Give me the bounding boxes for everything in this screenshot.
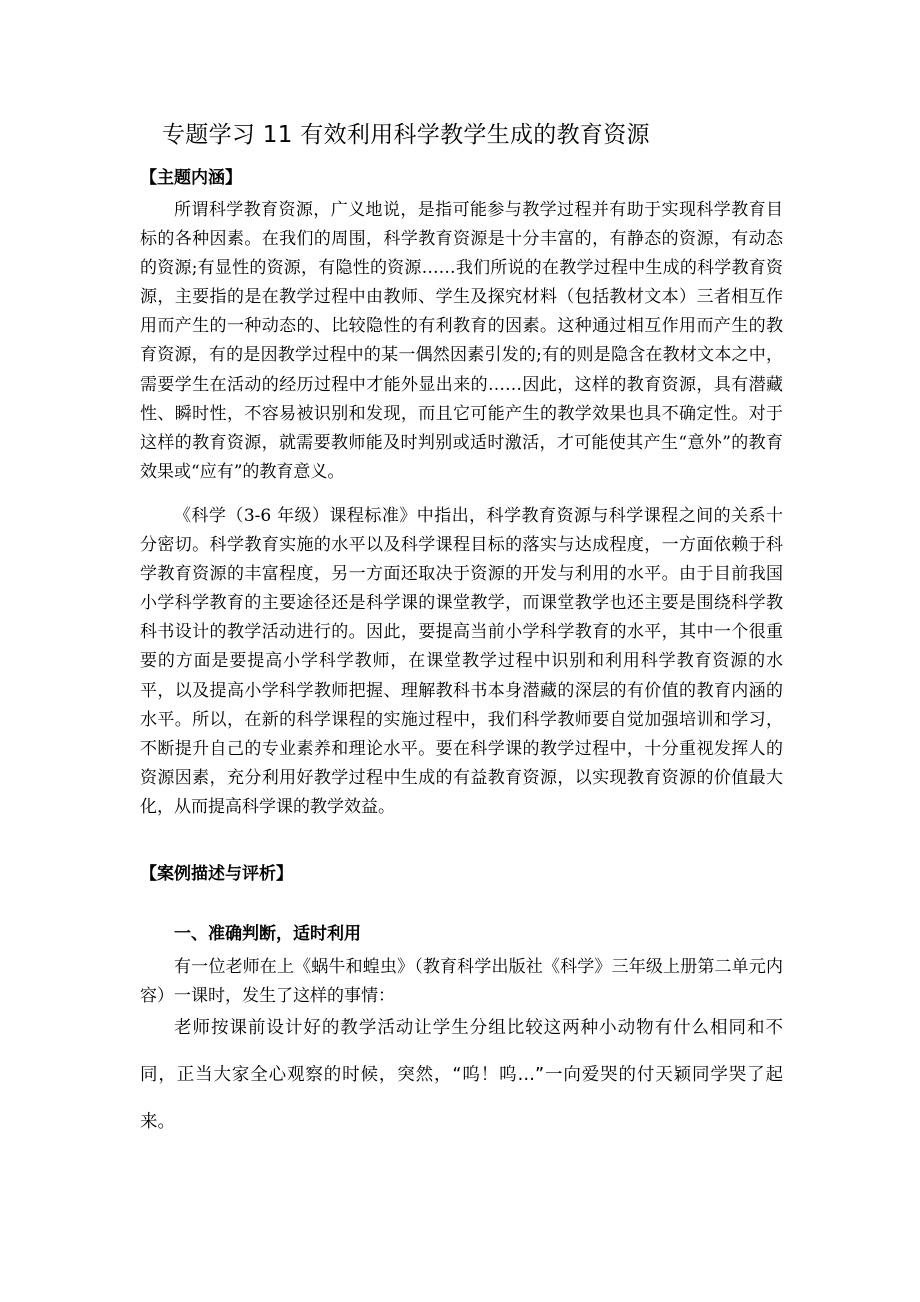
paragraph-theme-1: 所谓科学教育资源，广义地说，是指可能参与教学过程并有助于实现科学教育目标的各种因素。在我们的周围，科学教育资源是十分丰富的，有静态的资源，有动态的资源;有显性的资源，有隐性的资源……我们所说的在教学过程中生成的科学教育资源，主要指的是在教学过程中由教师、学生及探究材料（包括教材文本）三者相互作用而产生的一种动态的、比较隐性的有利教育的因素。这种通过相互作用而产生的教育资源，有的是因教学过程中的某一偶然因素引发的;有的则是隐含在教材文本之中，需要学生在活动的经历过程中才能外显出来的……因此，这样的教育资源，具有潜藏性、瞬时性，不容易被识别和发现，而且它可能产生的教学效果也具不确定性。对于这样的教育资源，就需要教师能及时判别或适时激活，才可能使其产生“意外”的教育效果或“应有”的教育意义。 bbox=[140, 200, 783, 482]
section-heading-case: 【案例描述与评析】 bbox=[140, 864, 293, 884]
paragraph-case-1: 有一位老师在上《蜗牛和蝗虫》（教育科学出版社《科学》三年级上册第二单元内容）一课时，发生了这样的事情： bbox=[140, 957, 783, 1007]
paragraph-case-2: 老师按课前设计好的教学活动让学生分组比较这两种小动物有什么相同和不同，正当大家全心观察的时候，突然，“呜！呜…”一向爱哭的付天颖同学哭了起来。 bbox=[140, 1018, 783, 1132]
section-heading-theme: 【主题内涵】 bbox=[140, 168, 242, 188]
subsection-heading-1: 一、准确判断，适时利用 bbox=[174, 924, 361, 944]
document-title: 专题学习 11 有效利用科学教学生成的教育资源 bbox=[162, 122, 650, 148]
paragraph-theme-2: 《科学（3-6 年级）课程标准》中指出，科学教育资源与科学课程之间的关系十分密切。科学教育实施的水平以及科学课程目标的落实与达成程度，一方面依赖于科学教育资源的丰富程度，另一方面还取决于资源的开发与利用的水平。由于目前我国小学科学教育的主要途径还是科学课的课堂教学，而课堂教学也还主要是围绕科学教科书设计的教学活动进行的。因此，要提高当前小学科学教育的水平，其中一个很重要的方面是要提高小学科学教师，在课堂教学过程中识别和利用科学教育资源的水平，以及提高小学科学教师把握、理解教科书本身潜藏的深层的有价值的教育内涵的水平。所以，在新的科学课程的实施过程中，我们科学教师要自觉加强培训和学习，不断提升自己的专业素养和理论水平。要在科学课的教学过程中，十分重视发挥人的资源因素，充分利用好教学过程中生成的有益教育资源，以实现教育资源的价值最大化，从而提高科学课的教学效益。 bbox=[140, 506, 783, 817]
